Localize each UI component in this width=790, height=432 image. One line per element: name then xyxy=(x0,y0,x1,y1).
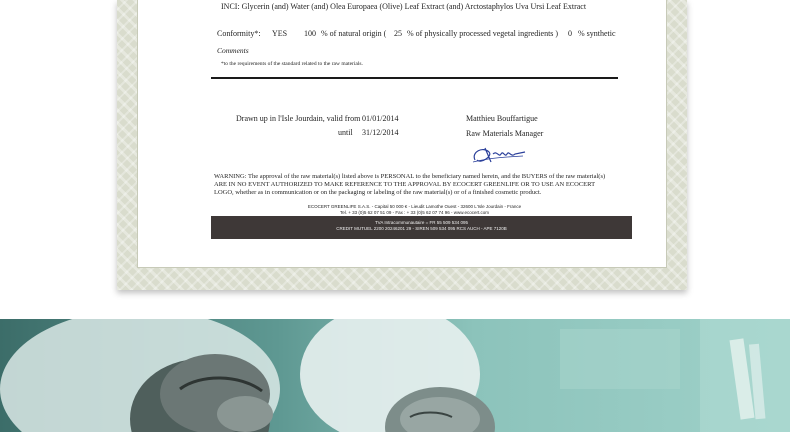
company-line-1: ECOCERT GREENLIFE S.A.S. - Capital 50 000 € - Lieudit Lamothe Ouest - 32600 L'Isle Jourdain - France xyxy=(307,204,522,209)
conformity-label: Conformity*: xyxy=(217,29,261,38)
inci-line: INCI: Glycerin (and) Water (and) Olea Europaea (Olive) Leaf Extract (and) Arctostaphylos Uva Ursi Leaf Extract xyxy=(221,2,587,11)
registration-bar xyxy=(211,216,632,239)
section-divider xyxy=(211,77,618,79)
synthetic-pct: 0 xyxy=(568,29,572,38)
registration-line-1: TVA Intracommunautaire = FR 55 509 534 095 xyxy=(374,220,469,225)
natural-origin-text: % of natural origin ( xyxy=(321,29,387,38)
conformity-value: YES xyxy=(272,29,288,38)
warning-text: WARNING: The approval of the raw material(s) listed above is PERSONAL to the beneficiary named herein, and the BUYERS of the raw material(s) ARE IN NO EVENT AUTHORIZED TO MAKE REFERENCE TO THE APPROVAL BY ECOCERT GREENLIFE OR TO USE AN ECOCERT LOGO, whether as in communication or on the packaging or labeling of the raw material(s) or of a finished cosmetic product. xyxy=(214,173,606,196)
certificate-content xyxy=(137,0,667,268)
certificate-sheet xyxy=(117,0,687,290)
signatory-title: Raw Materials Manager xyxy=(466,129,544,138)
lab-workers-photo xyxy=(0,319,790,432)
comments-label: Comments xyxy=(217,46,249,55)
signature-image xyxy=(469,142,529,168)
signatory-name: Matthieu Bouffartigue xyxy=(466,114,538,123)
valid-until-date: 31/12/2014 xyxy=(362,128,399,137)
processed-pct: 25 xyxy=(394,29,402,38)
lab-scene-illustration xyxy=(0,319,790,432)
registration-line-2: CREDIT MUTUEL 2200 20246201 29 - SIREN 509 534 095 RCS AUCH - APE 7120B xyxy=(336,225,507,231)
until-label: until xyxy=(338,128,353,137)
footnote: *to the requirements of the standard related to the raw materials. xyxy=(221,61,363,67)
natural-origin-pct: 100 xyxy=(304,29,316,38)
drawn-up-label: Drawn up in l'Isle Jourdain, valid from xyxy=(236,114,361,123)
company-info xyxy=(211,204,618,215)
company-line-2: Tel. + 33 (0)5 62 07 51 09 - Fax : + 33 (0)5 62 07 74 96 - www.ecocert.com xyxy=(339,209,490,215)
processed-text: % of physically processed vegetal ingredients ) xyxy=(407,29,559,38)
valid-from-date: 01/01/2014 xyxy=(362,114,399,123)
synthetic-text: % synthetic xyxy=(578,29,616,38)
